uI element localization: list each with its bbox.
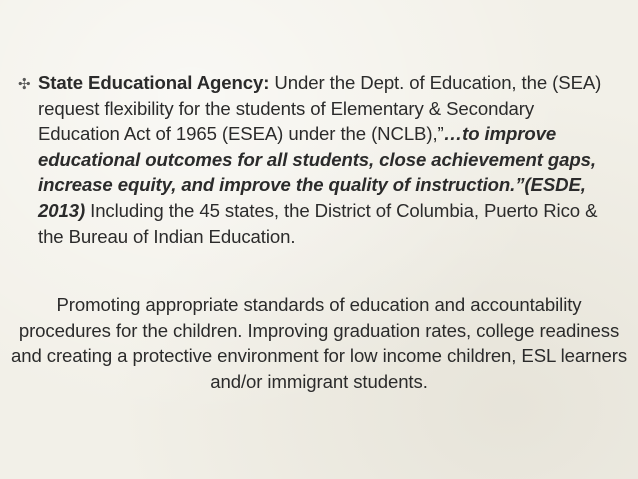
bullet-text-part-1: Under the Dept. of Education, the (SEA) request flexibility for the students of Elementary & Secondary Education Act of 1965 (ESEA) under the (NCLB),” xyxy=(38,72,602,145)
bullet-item xyxy=(18,70,618,249)
body-paragraph: Promoting appropriate standards of education and accountability procedures for the children. Improving graduation rates, college readiness and creating a protective environment for low income children, ESL learners and/or immigrant students. xyxy=(10,294,628,392)
cross-sparkle-icon: ✣ xyxy=(18,76,31,93)
bullet-text-part-2: Including the 45 states, the District of Columbia, Puerto Rico & the Bureau of Indian Education. xyxy=(38,199,598,247)
bullet-lead: State Educational Agency: xyxy=(38,72,270,93)
bullet-text xyxy=(38,70,618,249)
bullet-quote: …to improve educational outcomes for all students, close achievement gaps, increase equity, and improve the quality of instruction.”(ESDE, 2013) xyxy=(38,123,596,221)
